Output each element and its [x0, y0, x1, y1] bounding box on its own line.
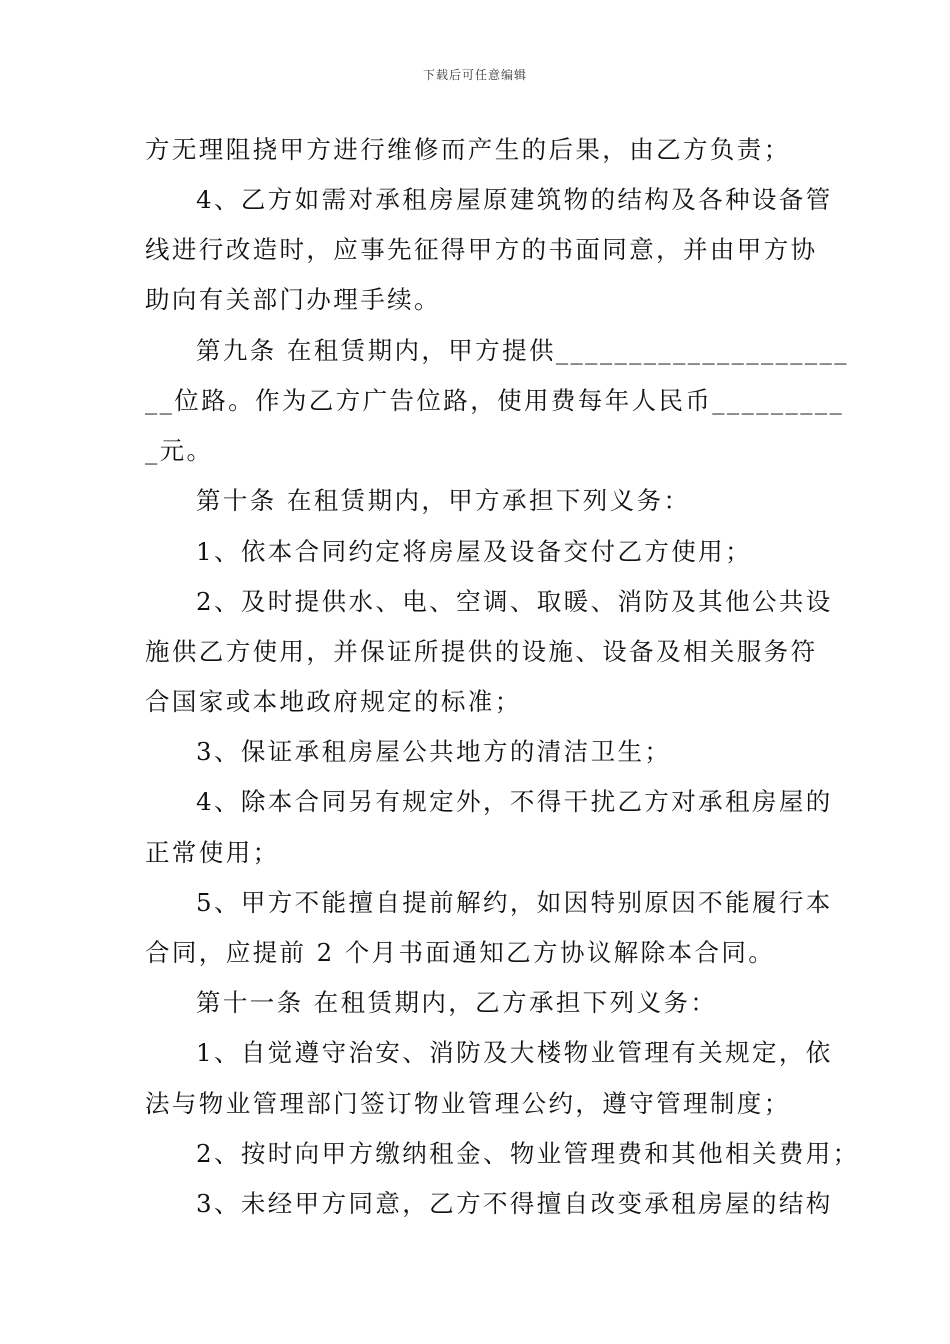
paragraph-line: 第十条 在租赁期内，甲方承担下列义务： — [196, 486, 691, 515]
paragraph-line: 助向有关部门办理手续。 — [145, 285, 441, 314]
paragraph-line: 方无理阻挠甲方进行维修而产生的后果，由乙方负责； — [145, 135, 791, 164]
paragraph-line: 4、乙方如需对承租房屋原建筑物的结构及各种设备管 — [196, 185, 833, 214]
paragraph-line: 第十一条 在租赁期内，乙方承担下列义务： — [196, 988, 718, 1017]
paragraph-line: 4、除本合同另有规定外，不得干扰乙方对承租房屋的 — [196, 787, 833, 816]
paragraph-line: 施供乙方使用，并保证所提供的设施、设备及相关服务符 — [145, 637, 818, 666]
paragraph-line: 正常使用； — [145, 838, 280, 867]
paragraph-line: 5、甲方不能擅自提前解约，如因特别原因不能履行本 — [196, 888, 833, 917]
paragraph-line: 线进行改造时，应事先征得甲方的书面同意，并由甲方协 — [145, 235, 818, 264]
paragraph-line: 第九条 在租赁期内，甲方提供____________________ — [196, 336, 849, 365]
paragraph-line: 1、自觉遵守治安、消防及大楼物业管理有关规定，依 — [196, 1038, 833, 1067]
paragraph-line: 法与物业管理部门签订物业管理公约，遵守管理制度； — [145, 1089, 791, 1118]
paragraph-line: 3、未经甲方同意，乙方不得擅自改变承租房屋的结构 — [196, 1189, 833, 1218]
paragraph-line: 合国家或本地政府规定的标准； — [145, 687, 522, 716]
paragraph-line: 1、依本合同约定将房屋及设备交付乙方使用； — [196, 537, 752, 566]
paragraph-line: 2、及时提供水、电、空调、取暖、消防及其他公共设 — [196, 587, 833, 616]
paragraph-line: __位路。作为乙方广告位路，使用费每年人民币_________ — [145, 386, 845, 415]
paragraph-line: 3、保证承租房屋公共地方的清洁卫生； — [196, 737, 672, 766]
page-header: 下载后可任意编辑 — [422, 68, 527, 82]
paragraph-line: 合同，应提前 2 个月书面通知乙方协议解除本合同。 — [145, 938, 776, 967]
paragraph-line: 2、按时向甲方缴纳租金、物业管理费和其他相关费用； — [196, 1139, 860, 1168]
paragraph-line: _元。 — [145, 436, 214, 465]
